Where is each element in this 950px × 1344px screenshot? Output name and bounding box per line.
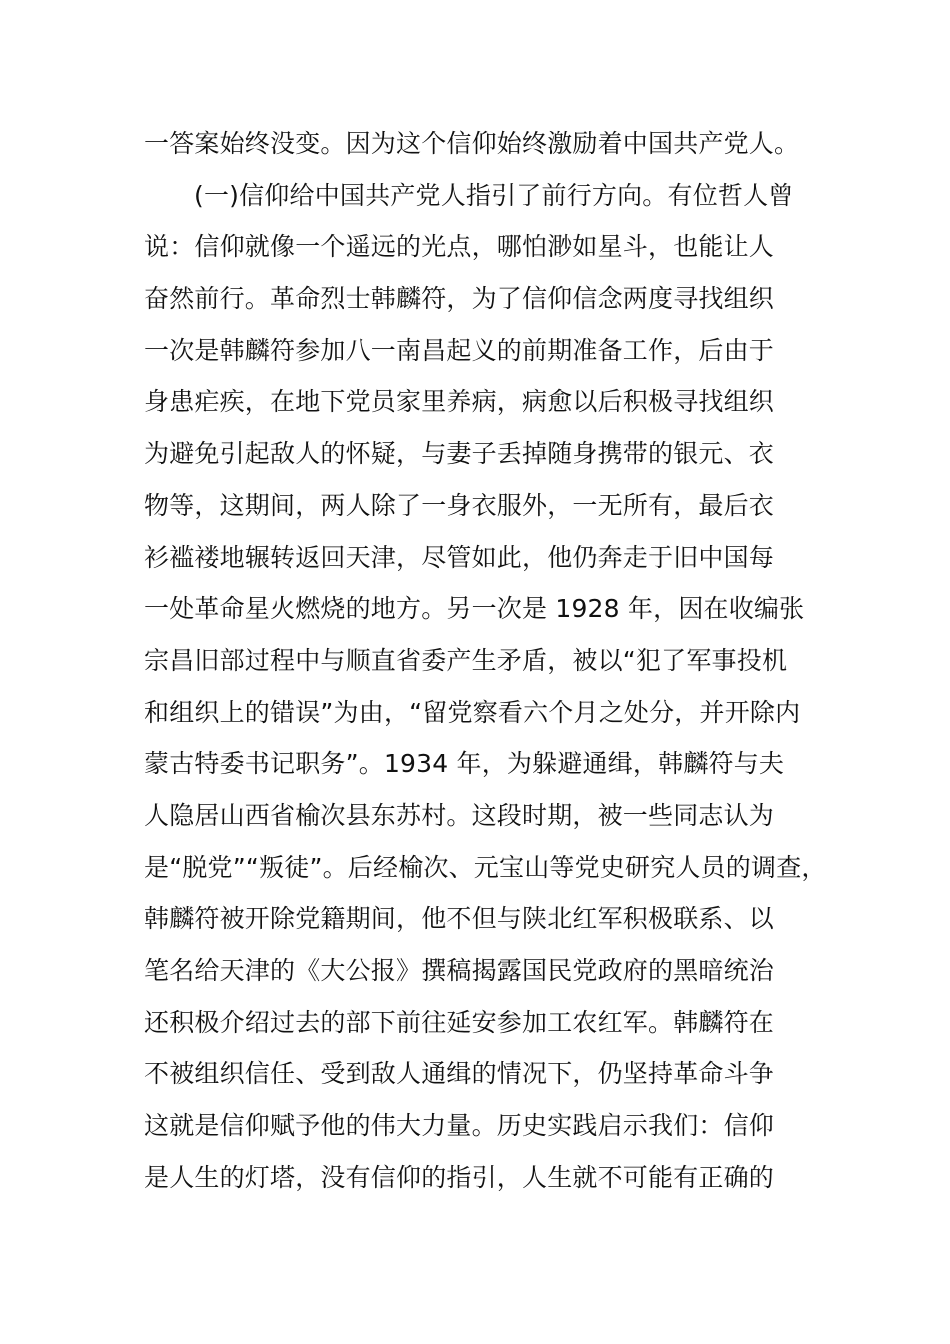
text-line: 为避免引起敌人的怀疑，与妻子丢掉随身携带的银元、衣 — [144, 439, 775, 469]
text-line: 一次是韩麟符参加八一南昌起义的前期准备工作，后由于 — [144, 335, 775, 365]
text-line: 蒙古特委书记职务”。1934 年，为躲避通缉，韩麟符与夫 — [144, 749, 785, 779]
paragraph-start-line: (一)信仰给中国共产党人指引了前行方向。有位哲人曾 — [194, 180, 794, 210]
text-line: 人隐居山西省榆次县东苏村。这段时期，被一些同志认为 — [144, 800, 775, 830]
text-line: 不被组织信任、受到敌人通缉的情况下，仍坚持革命斗争 — [144, 1059, 775, 1089]
text-line: 韩麟符被开除党籍期间，他不但与陕北红军积极联系、以 — [144, 904, 775, 934]
text-line: 还积极介绍过去的部下前往延安参加工农红军。韩麟符在 — [144, 1007, 775, 1037]
text-line: 这就是信仰赋予他的伟大力量。历史实践启示我们：信仰 — [144, 1111, 775, 1141]
text-line: 说：信仰就像一个遥远的光点，哪怕渺如星斗，也能让人 — [144, 232, 775, 262]
text-line: 一处革命星火燃烧的地方。另一次是 1928 年，因在收编张 — [144, 594, 805, 624]
text-line: 笔名给天津的《大公报》撰稿揭露国民党政府的黑暗统治 — [144, 956, 775, 985]
text-line: 衫褴褛地辗转返回天津，尽管如此，他仍奔走于旧中国每 — [144, 542, 775, 572]
body-text — [144, 118, 844, 1203]
text-line: 奋然前行。革命烈士韩麟符，为了信仰信念两度寻找组织 — [144, 284, 775, 314]
text-line: 宗昌旧部过程中与顺直省委产生矛盾，被以“犯了军事投机 — [144, 645, 788, 675]
text-line: 一答案始终没变。因为这个信仰始终激励着中国共产党人。 — [144, 129, 800, 158]
text-line: 物等，这期间，两人除了一身衣服外，一无所有，最后衣 — [144, 490, 775, 520]
text-line: 是“脱党”“叛徒”。后经榆次、元宝山等党史研究人员的调查， — [144, 852, 827, 882]
text-line: 和组织上的错误”为由，“留党察看六个月之处分，并开除内 — [144, 697, 801, 727]
text-line: 身患疟疾，在地下党员家里养病，病愈以后积极寻找组织 — [144, 387, 775, 417]
text-line: 是人生的灯塔，没有信仰的指引，人生就不可能有正确的 — [144, 1162, 775, 1192]
